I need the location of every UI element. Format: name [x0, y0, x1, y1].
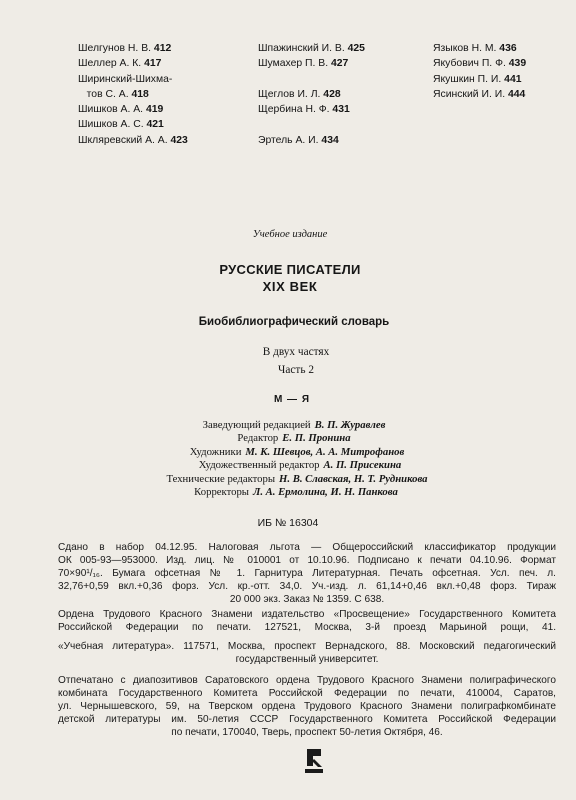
index-entry: Щербина Н. Ф. 431 — [258, 104, 350, 116]
imprint-line: 70×90¹/₁₆. Бумага офсетная № 1. Гарнитура Литературная. Печать офсетная. Усл. печ. л. — [58, 567, 556, 579]
index-entry: Ясинский И. И. 444 — [433, 88, 526, 100]
printer-line: детской литературы им. 50-летия СССР Государственного Комитета Российской Федерации — [58, 713, 556, 725]
imprint-line: 32,76+0,59 вкл.+0,36 форз. Усл. кр.-отт. 34,0. Уч.-изд. л. 61,14+0,46 вкл.+0,48 форз. Тираж — [58, 580, 556, 592]
credit-row: Заведующий редакцией В. П. Журавлев — [202, 419, 386, 431]
printer-line: ул. Чернышевского, 59, на Тверском ордена Трудового Красного Знамени полиграфкомбинате — [58, 700, 556, 712]
credit-row: Художники М. К. Шевцов, А. А. Митрофанов — [189, 445, 405, 458]
index-entry: Шишков А. С. 421 — [78, 119, 164, 131]
printer-line: комбината Государственного Комитета Российской Федерации по печати, 410004, Саратов, — [58, 687, 556, 699]
index-spacer — [258, 117, 365, 132]
printer-info — [58, 675, 556, 740]
credit-row: Редактор Е. П. Пронина — [237, 432, 351, 445]
index-spacer — [258, 72, 365, 87]
credits-block — [0, 419, 576, 499]
index-column-2 — [258, 41, 365, 148]
index-entry: Шкляревский А. А. 423 — [78, 134, 188, 146]
publisher-info — [58, 609, 556, 635]
index-column-1 — [78, 41, 188, 148]
copublisher-info — [58, 641, 556, 667]
parts-count: В двух частях — [262, 346, 330, 358]
book-title: РУССКИЕ ПИСАТЕЛИ — [219, 262, 361, 277]
index-entry: Шпажинский И. В. 425 — [258, 43, 365, 54]
credit-row: Технические редакторы Н. В. Славская, Н. Т. Рудникова — [166, 472, 428, 485]
publisher-line: Ордена Трудового Красного Знамени издательство «Просвещение» Государственного Комитета — [58, 609, 556, 620]
index-entry: Шишков А. А. 419 — [78, 104, 164, 116]
index-entry: Якушкин П. И. 441 — [433, 73, 522, 85]
credit-row: Художественный редактор А. П. Присекина — [198, 459, 402, 472]
imprint-line: Сдано в набор 04.12.95. Налоговая льгота — Общероссийский классификатор продукции — [58, 542, 556, 553]
index-entry: тов С. А. 418 — [78, 88, 149, 100]
print-specs — [58, 542, 556, 607]
printer-logo-icon — [303, 747, 325, 775]
index-entry: Ширинский-Шихма- — [78, 73, 173, 85]
credit-row: Корректоры Л. А. Ермолина, И. Н. Панкова — [194, 486, 398, 499]
index-entry: Шеллер А. К. 417 — [78, 58, 162, 70]
copublisher-line: государственный университет. — [235, 653, 379, 665]
part-number: Часть 2 — [278, 364, 314, 376]
ib-number: ИБ № 16304 — [257, 517, 319, 529]
letter-range: М — Я — [273, 394, 311, 405]
index-entry: Шумахер П. В. 427 — [258, 58, 349, 70]
index-entry: Эртель А. И. 434 — [258, 134, 339, 146]
edition-type: Учебное издание — [252, 229, 328, 240]
printer-line: Отпечатано с диапозитивов Саратовского ордена Трудового Красного Знамени полиграфического — [58, 675, 556, 686]
index-entry: Якубович П. Ф. 439 — [433, 58, 527, 70]
printer-line: по печати, 170040, Тверь, проспект 50-летия Октября, 46. — [171, 726, 443, 738]
index-entry: Шелгунов Н. В. 412 — [78, 43, 172, 54]
index-entry: Языков Н. М. 436 — [433, 43, 517, 54]
dictionary-type: Биобиблиографический словарь — [198, 316, 390, 328]
publisher-line: Российской Федерации по печати. 127521, Москва, 3-й проезд Марьиной рощи, 41. — [58, 621, 556, 633]
index-column-3 — [433, 41, 526, 102]
imprint-line: 20 000 экз. Заказ № 1359. С 638. — [229, 593, 385, 605]
index-entry: Щеглов И. Л. 428 — [258, 88, 341, 100]
book-subtitle: XIX ВЕК — [262, 279, 318, 294]
imprint-line: ОК 005-93—953000. Изд. лиц. № 010001 от 10.10.96. Подписано к печати 04.10.96. Формат — [58, 554, 556, 566]
copublisher-line: «Учебная литература». 117571, Москва, проспект Вернадского, 88. Московский педагогический — [58, 641, 556, 652]
